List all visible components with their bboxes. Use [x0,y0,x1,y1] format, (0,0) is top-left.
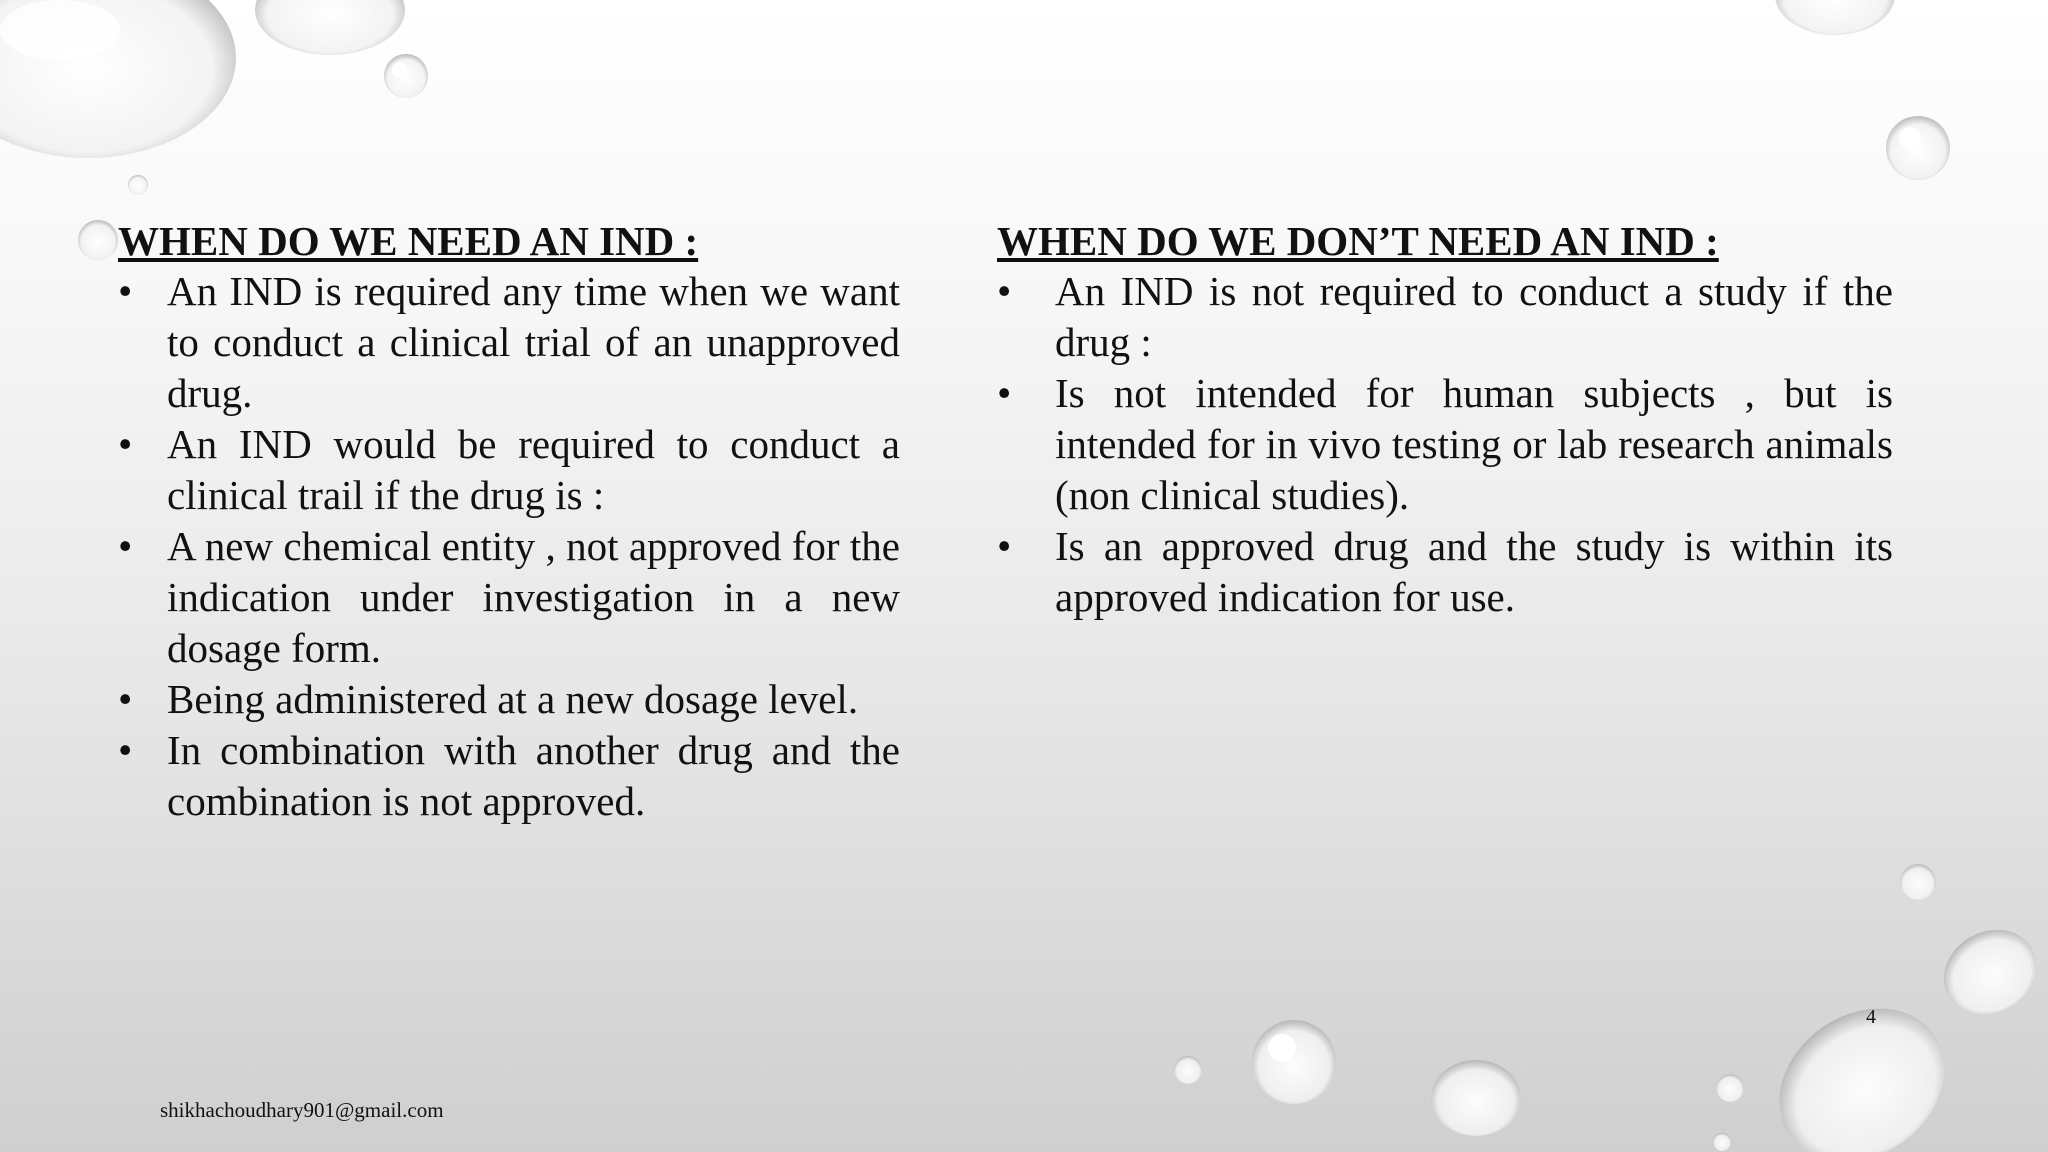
left-bullet-2 [118,419,900,521]
left-column [118,216,900,827]
bullet-symbol: • [997,523,1012,569]
left-bullet-5-text: In combination with another drug and the combination is not approved. [167,727,900,824]
drop-top-left-medium [255,0,405,55]
right-column [997,216,1893,623]
left-bullet-2-text: An IND would be required to conduct a clinical trail if the drug is : [167,421,900,518]
right-bullet-3-text: Is an approved drug and the study is within its approved indication for use. [1055,523,1893,620]
left-bullet-4 [118,674,900,725]
right-bullet-2-text: Is not intended for human subjects , but is intended for in vivo testing or lab research animals (non clinical studies). [1055,370,1893,518]
left-bullet-list [118,266,900,827]
left-bullet-3 [118,521,900,674]
right-bullet-3 [997,521,1893,623]
drop-bottom-right-cluster [1174,864,2048,1152]
left-bullet-4-text: Being administered at a new dosage level. [167,676,859,722]
left-bullet-1 [118,266,900,419]
bullet-symbol: • [997,268,1012,314]
drop-top-right [1775,0,1950,180]
bullet-symbol: • [118,727,133,773]
left-bullet-3-text: A new chemical entity , not approved for the indication under investigation in a new dosage form. [167,523,900,671]
bullet-symbol: • [118,523,133,569]
bullet-symbol: • [118,676,133,722]
right-bullet-list [997,266,1893,623]
left-bullet-5 [118,725,900,827]
drop-top-left-small [384,54,428,98]
right-bullet-1 [997,266,1893,368]
bullet-symbol: • [997,370,1012,416]
right-bullet-2 [997,368,1893,521]
left-bullet-1-text: An IND is required any time when we want to conduct a clinical trial of an unapproved drug. [167,268,900,416]
left-heading: WHEN DO WE NEED AN IND : [118,218,699,264]
bullet-symbol: • [118,268,133,314]
page-number: 4 [1866,1006,1876,1028]
drop-top-left-large [0,0,236,158]
right-heading: WHEN DO WE DON’T NEED AN IND : [997,218,1719,264]
footer-email: shikhachoudhary901@gmail.com [160,1098,444,1122]
right-bullet-1-text: An IND is not required to conduct a study if the drug : [1055,268,1893,365]
bullet-symbol: • [118,421,133,467]
